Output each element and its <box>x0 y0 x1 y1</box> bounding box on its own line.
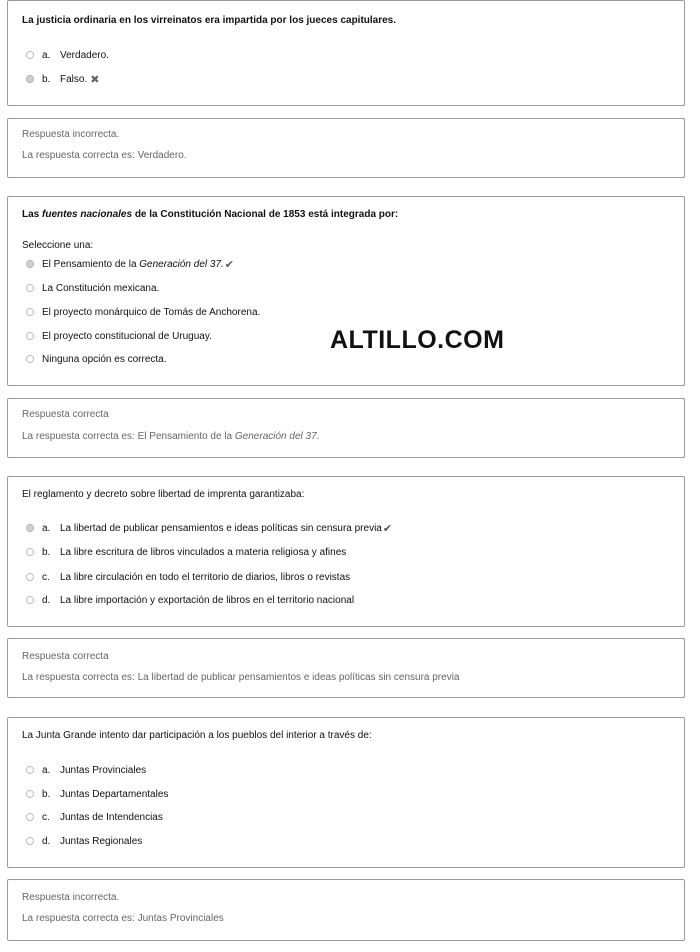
question-2-card <box>7 196 685 386</box>
q2-option-2[interactable] <box>26 281 159 295</box>
q4-option-a[interactable] <box>26 763 146 777</box>
option-letter: a. <box>42 764 51 776</box>
question-text-italic: fuentes nacionales <box>42 209 133 220</box>
question-2-feedback <box>7 398 685 458</box>
radio-button[interactable] <box>26 284 34 292</box>
question-1-feedback <box>7 118 685 178</box>
option-letter: c. <box>42 571 50 583</box>
q3-option-b[interactable] <box>26 545 346 559</box>
select-one-prompt: Seleccione una: <box>22 240 94 251</box>
radio-button-selected[interactable] <box>26 75 34 83</box>
feedback-status: Respuesta incorrecta. <box>22 129 120 140</box>
radio-button[interactable] <box>26 332 34 340</box>
question-1-card <box>7 0 685 106</box>
question-2-text <box>22 209 398 220</box>
option-text: Juntas Provinciales <box>60 764 147 776</box>
feedback-answer: La respuesta correcta es: Juntas Provinciales <box>22 913 224 924</box>
option-letter: a. <box>42 522 51 534</box>
question-1-text: La justicia ordinaria en los virreinatos era impartida por los jueces capitulares. <box>22 15 397 26</box>
option-text: El Pensamiento de la Generación del 37. <box>42 258 224 270</box>
question-4-text: La Junta Grande intento dar participación a los pueblos del interior a través de: <box>22 730 372 741</box>
feedback-answer: La respuesta correcta es: El Pensamiento de la Generación del 37. <box>22 431 320 442</box>
watermark-text: ALTILLO.COM <box>330 326 505 354</box>
q3-option-c[interactable] <box>26 570 350 584</box>
question-3-text: El reglamento y decreto sobre libertad de imprenta garantizaba: <box>22 489 305 500</box>
radio-button-selected[interactable] <box>26 260 34 268</box>
option-letter: b. <box>42 788 51 800</box>
q1-option-b[interactable] <box>26 72 99 86</box>
option-letter: b. <box>42 546 51 558</box>
option-text: Falso. <box>60 73 88 85</box>
feedback-status: Respuesta correcta <box>22 409 109 420</box>
q2-option-1[interactable] <box>26 257 234 271</box>
question-text-part: Las <box>22 209 43 220</box>
radio-button[interactable] <box>26 548 34 556</box>
q2-option-4[interactable] <box>26 329 212 343</box>
radio-button[interactable] <box>26 766 34 774</box>
question-4-card <box>7 717 685 868</box>
option-letter: d. <box>42 835 51 847</box>
q4-option-b[interactable] <box>26 787 168 801</box>
q1-option-a[interactable] <box>26 48 109 62</box>
option-text: El proyecto monárquico de Tomás de Anchorena. <box>42 306 261 318</box>
option-text: La libre circulación en todo el territorio de diarios, libros o revistas <box>60 571 351 583</box>
radio-button[interactable] <box>26 790 34 798</box>
incorrect-icon: ✖ <box>90 73 100 86</box>
q3-option-a[interactable] <box>26 521 392 535</box>
question-4-feedback <box>7 879 685 941</box>
option-letter: a. <box>42 49 51 61</box>
option-text: Ninguna opción es correcta. <box>42 353 167 365</box>
correct-check-icon: ✔ <box>224 258 235 271</box>
feedback-status: Respuesta incorrecta. <box>22 892 120 903</box>
option-text: La libertad de publicar pensamientos e ideas políticas sin censura previa <box>60 522 382 534</box>
q3-option-d[interactable] <box>26 593 354 607</box>
q4-option-d[interactable] <box>26 834 142 848</box>
option-text: La Constitución mexicana. <box>42 282 160 294</box>
question-3-card <box>7 476 685 627</box>
option-text: El proyecto constitucional de Uruguay. <box>42 330 212 342</box>
radio-button[interactable] <box>26 837 34 845</box>
correct-check-icon: ✔ <box>382 522 393 535</box>
radio-button[interactable] <box>26 573 34 581</box>
radio-button[interactable] <box>26 813 34 821</box>
radio-button-selected[interactable] <box>26 524 34 532</box>
radio-button[interactable] <box>26 308 34 316</box>
option-text: Verdadero. <box>60 49 109 61</box>
q2-option-3[interactable] <box>26 305 260 319</box>
feedback-answer: La respuesta correcta es: Verdadero. <box>22 150 187 161</box>
radio-button[interactable] <box>26 596 34 604</box>
question-text-part: de la Constitución Nacional de 1853 está integrada por: <box>132 209 399 220</box>
option-text: La libre importación y exportación de libros en el territorio nacional <box>60 594 355 606</box>
option-text: Juntas de Intendencias <box>60 811 163 823</box>
option-text: Juntas Regionales <box>60 835 143 847</box>
feedback-status: Respuesta correcta <box>22 651 109 662</box>
option-text: Juntas Departamentales <box>60 788 169 800</box>
option-letter: d. <box>42 594 51 606</box>
option-letter: c. <box>42 811 50 823</box>
radio-button[interactable] <box>26 355 34 363</box>
radio-button[interactable] <box>26 51 34 59</box>
q2-option-5[interactable] <box>26 352 167 366</box>
option-text: La libre escritura de libros vinculados a materia religiosa y afines <box>60 546 347 558</box>
feedback-answer: La respuesta correcta es: La libertad de publicar pensamientos e ideas políticas sin censura previa <box>22 672 460 683</box>
option-letter: b. <box>42 73 51 85</box>
q4-option-c[interactable] <box>26 810 163 824</box>
question-3-feedback <box>7 638 685 698</box>
